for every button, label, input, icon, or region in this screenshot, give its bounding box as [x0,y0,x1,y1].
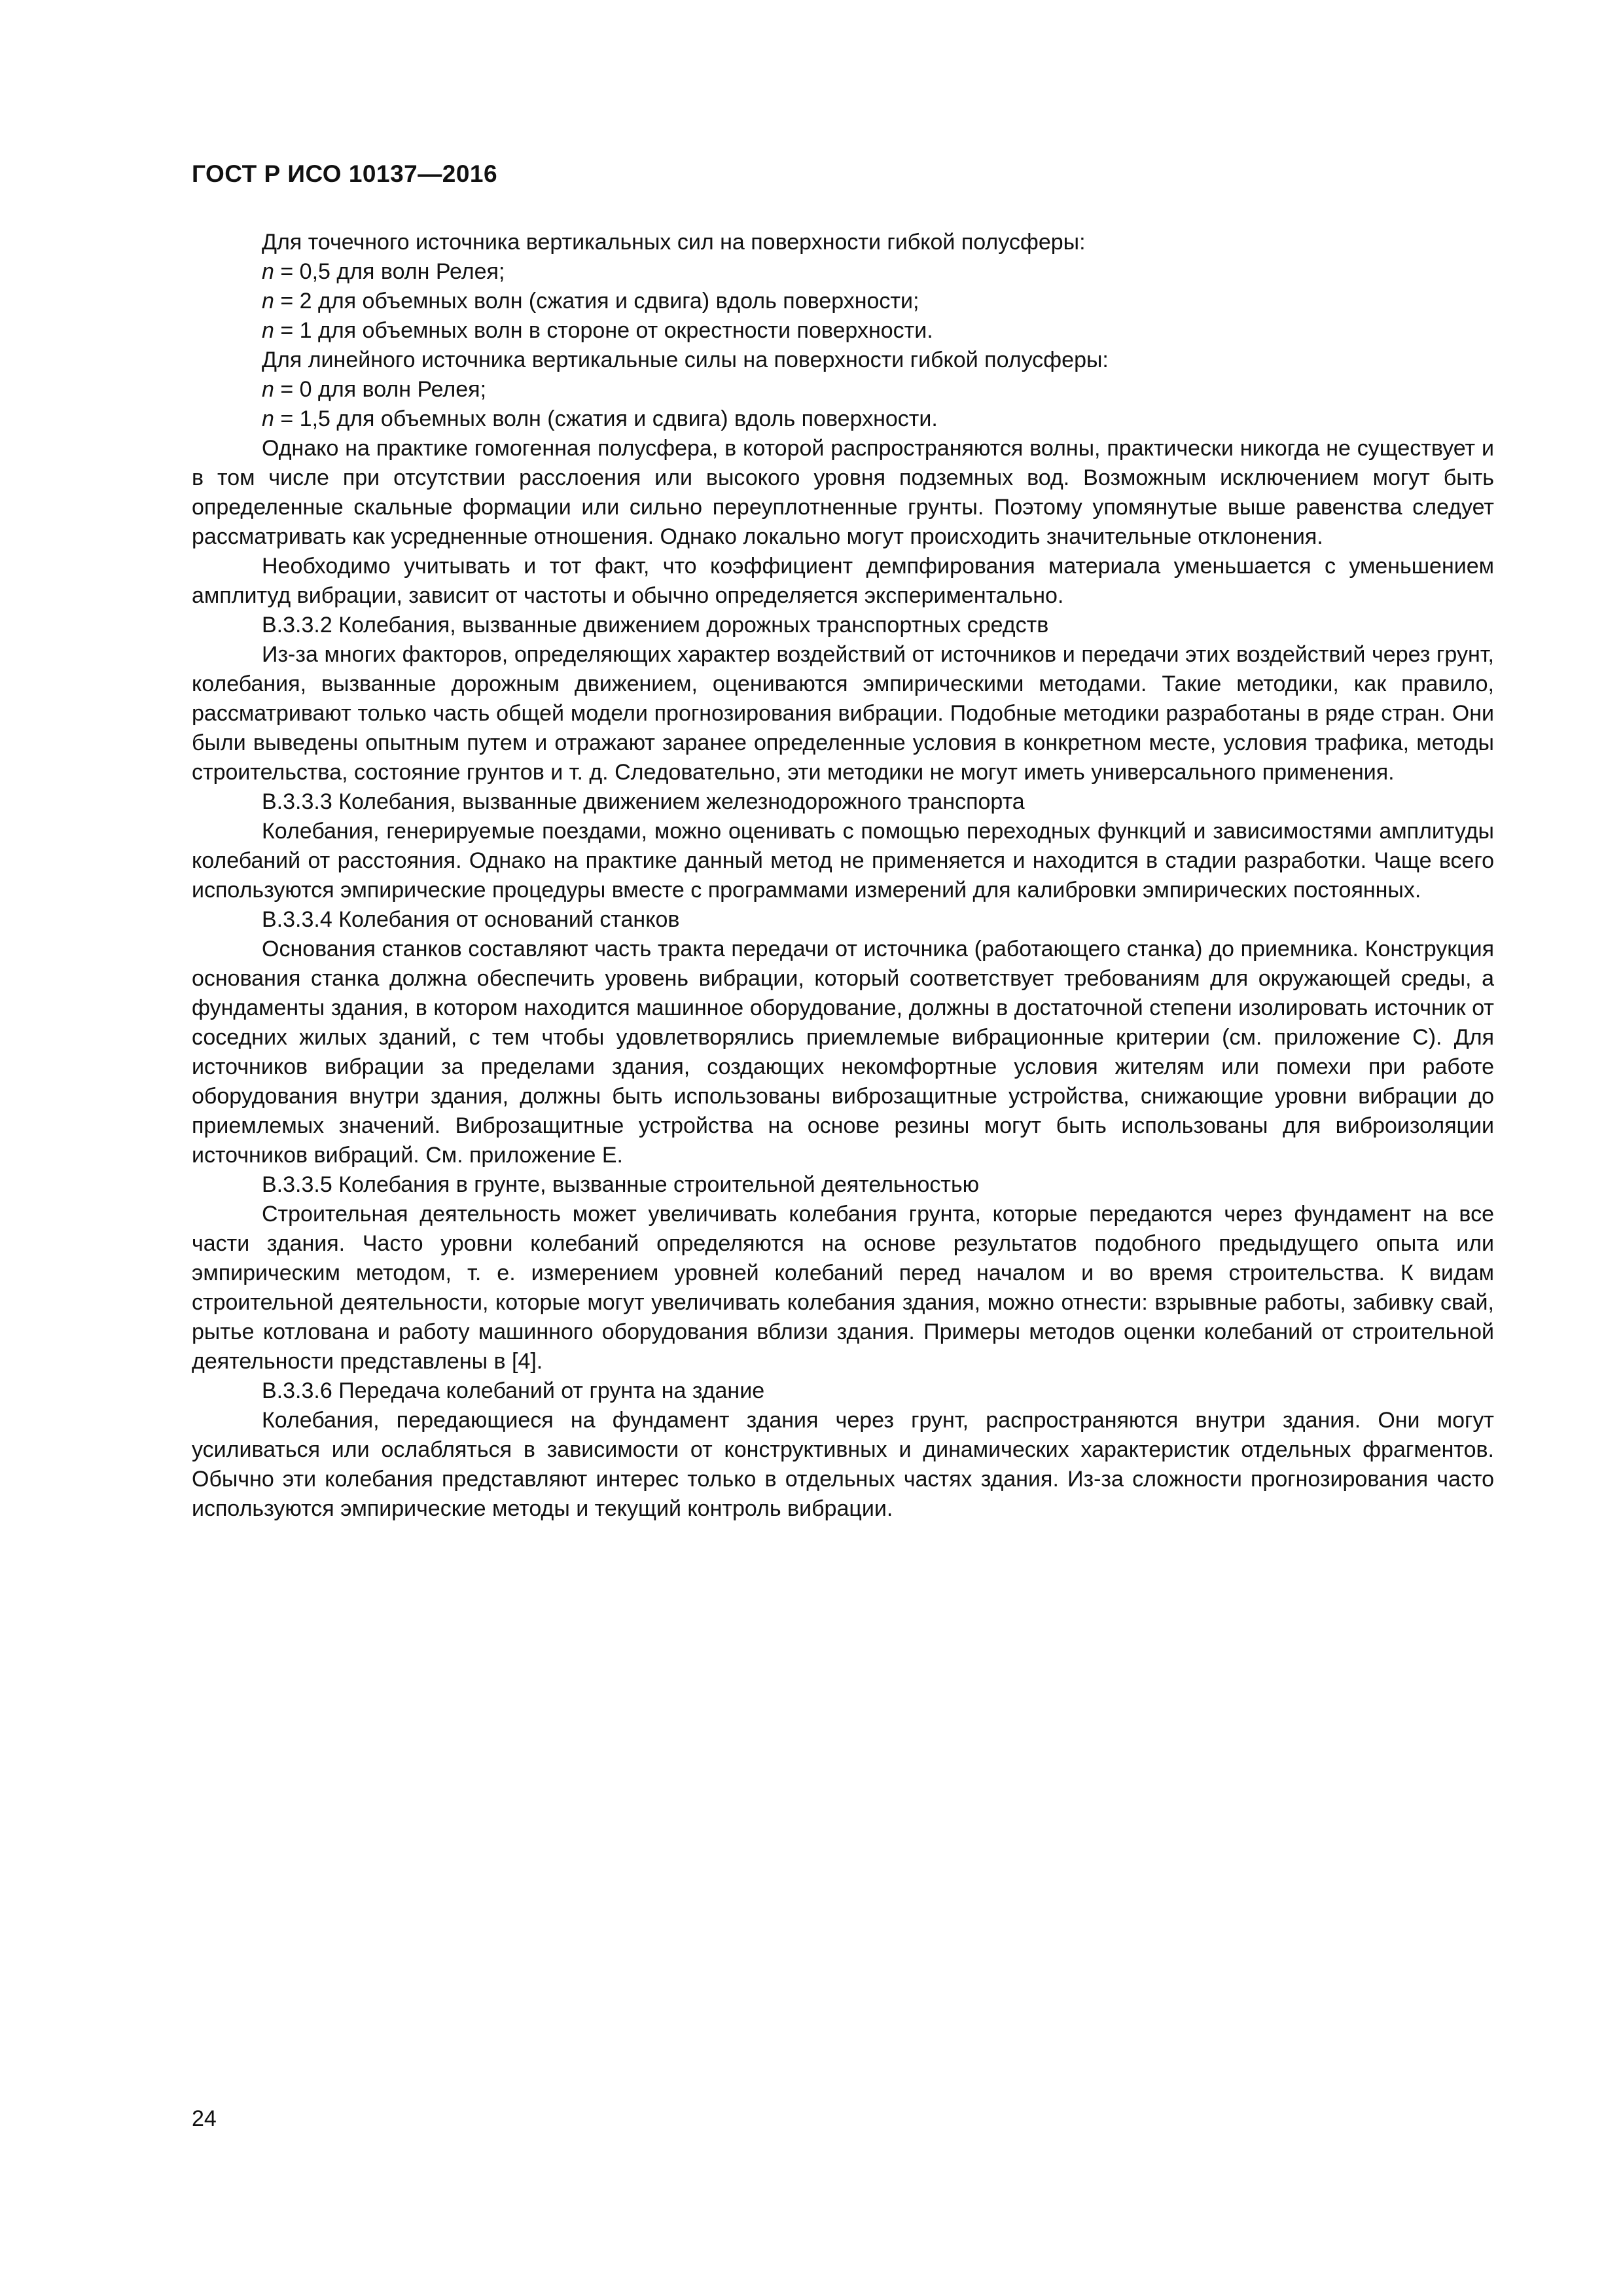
formula-text: = 0 для волн Релея; [274,377,487,402]
line-source-intro: Для линейного источника вертикальные силы на поверхности гибкой полусферы: [262,348,1109,372]
formula-variable: n [262,377,274,402]
formula-text: = 2 для объемных волн (сжатия и сдвига) вдоль поверхности; [274,289,919,314]
section-heading-b334: В.3.3.4 Колебания от оснований станков [262,907,680,932]
paragraph-b332: Из-за многих факторов, определяющих характер воздействий от источников и передачи этих воздействий через грунт, колебания, вызванные дорожным движением, оцениваются эмпирическими методами. Такие методики, как правило, рассматривают только часть общей модели прогнозирования вибрации. Подобные методики разработаны в ряде стран. Они были выведены опытным путем и отражают заранее определенные условия в конкретном месте, условия трафика, методы строительства, состояние грунтов и т. д. Следовательно, эти методики не могут иметь универсального применения. [192,642,1494,785]
formula-variable: n [262,259,274,284]
formula-variable: n [262,406,274,431]
formula-text: = 1,5 для объемных волн (сжатия и сдвига) вдоль поверхности. [274,406,938,431]
formula-line-line-rayleigh [192,375,1494,404]
point-source-intro: Для точечного источника вертикальных сил на поверхности гибкой полусферы: [262,230,1086,255]
page-number: 24 [192,2106,217,2131]
paragraph-b335: Строительная деятельность может увеличивать колебания грунта, которые передаются через фундамент на все части здания. Часто уровни колебаний определяются на основе результатов подобного предыдущего опыта или эмпирическим методом, т. е. измерением уровней колебаний перед началом и во время строительства. К видам строительной деятельности, которые могут увеличивать колебания здания, можно отнести: взрывные работы, забивку свай, рытье котлована и работу машинного оборудования вблизи здания. Примеры методов оценки колебаний от строительной деятельности представлены в [4]. [192,1202,1494,1374]
formula-line-point-bulk-away [192,316,1494,346]
paragraph-b333: Колебания, генерируемые поездами, можно оценивать с помощью переходных функций и зависимостями амплитуды колебаний от расстояния. Однако на практике данный метод не применяется и находится в стадии разработки. Чаще всего используются эмпирические процедуры вместе с программами измерений для калибровки эмпирических постоянных. [192,819,1494,903]
section-heading-b332: В.3.3.2 Колебания, вызванные движением дорожных транспортных средств [262,613,1049,637]
document-header: ГОСТ Р ИСО 10137—2016 [192,160,498,187]
page-content [192,228,1494,1524]
paragraph-b334: Основания станков составляют часть тракта передачи от источника (работающего станка) до приемника. Конструкция основания станка должна обеспечить уровень вибрации, который соответствует требованиям для окружающей среды, а фундаменты здания, в котором находится машинное оборудование, должны в достаточной степени изолировать источник от соседних жилых зданий, с тем чтобы удовлетворялись приемлемые вибрационные критерии (см. приложение С). Для источников вибрации за пределами здания, создающих некомфортные условия жителям или помехи при работе оборудования внутри здания, должны быть использованы виброзащитные устройства, снижающие уровни вибрации до приемлемых значений. Виброзащитные устройства на основе резины могут быть использованы для виброизоляции источников вибраций. См. приложение Е. [192,937,1494,1168]
formula-text: = 1 для объемных волн в стороне от окрестности поверхности. [274,318,933,343]
formula-variable: n [262,318,274,343]
paragraph-b336: Колебания, передающиеся на фундамент здания через грунт, распространяются внутри здания. Они могут усиливаться или ослабляться в зависимости от конструктивных и динамических характеристик отдельных фрагментов. Обычно эти колебания представляют интерес только в отдельных частях здания. Из-за сложности прогнозирования часто используются эмпирические методы и текущий контроль вибрации. [192,1408,1494,1521]
section-heading-b335: В.3.3.5 Колебания в грунте, вызванные строительной деятельностью [262,1172,980,1197]
section-heading-b333: В.3.3.3 Колебания, вызванные движением железнодорожного транспорта [262,789,1025,814]
paragraph-damping: Необходимо учитывать и тот факт, что коэффициент демпфирования материала уменьшается с уменьшением амплитуд вибрации, зависит от частоты и обычно определяется экспериментально. [192,554,1494,608]
formula-line-point-rayleigh [192,257,1494,287]
section-heading-b336: В.3.3.6 Передача колебаний от грунта на здание [262,1378,765,1403]
paragraph-homogeneous: Однако на практике гомогенная полусфера, в которой распространяются волны, практически никогда не существует и в том числе при отсутствии расслоения или высокого уровня подземных вод. Возможным исключением могут быть определенные скальные формации или сильно переуплотненные грунты. Поэтому упомянутые выше равенства следует рассматривать как усредненные отношения. Однако локально могут происходить значительные отклонения. [192,436,1494,549]
formula-line-point-bulk [192,287,1494,316]
formula-line-line-bulk [192,404,1494,434]
formula-variable: n [262,289,274,314]
formula-text: = 0,5 для волн Релея; [274,259,505,284]
